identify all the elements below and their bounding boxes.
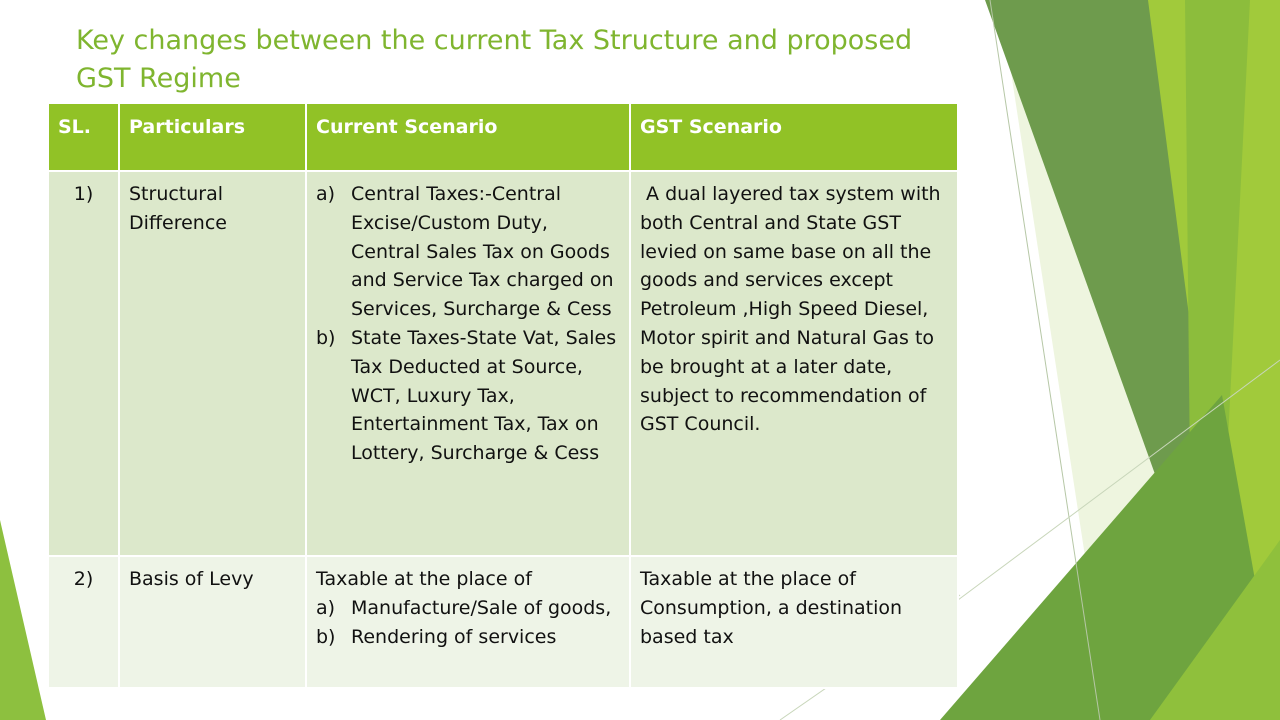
slide-title: Key changes between the current Tax Structure and proposed GST Regime (76, 25, 913, 94)
list-item-text: Rendering of services (351, 625, 557, 648)
tax-comparison-table (47, 102, 959, 689)
table-row (48, 171, 958, 556)
row-2-current-scenario (306, 556, 630, 688)
list-item (316, 623, 620, 652)
row-1-particulars: Structural Difference (119, 171, 306, 556)
list-marker: a) (316, 596, 336, 619)
list-item-text: State Taxes-State Vat, Sales Tax Deducted at Source, WCT, Luxury Tax, Entertainment Tax, Tax on Lottery, Surcharge & Cess (351, 326, 617, 465)
list-item (316, 324, 620, 468)
deco-left-wedge (0, 520, 46, 720)
row-1-current-list (316, 180, 620, 468)
list-marker: b) (316, 625, 336, 648)
list-item (316, 594, 620, 623)
row-2-sl: 2) (48, 556, 119, 688)
row-2-gst-scenario: Taxable at the place of Consumption, a destination based tax (630, 556, 958, 688)
tax-comparison-table-container (47, 102, 957, 689)
row-1-sl: 1) (48, 171, 119, 556)
table-header (48, 103, 958, 171)
table-row (48, 556, 958, 688)
list-item-text: Manufacture/Sale of goods, (351, 596, 612, 619)
header-gst-scenario: GST Scenario (630, 103, 958, 171)
header-current-scenario: Current Scenario (306, 103, 630, 171)
header-particulars: Particulars (119, 103, 306, 171)
list-marker: b) (316, 326, 336, 349)
list-item (316, 180, 620, 324)
table-body (48, 171, 958, 688)
row-2-current-intro: Taxable at the place of (316, 568, 532, 590)
row-2-current-list (316, 594, 620, 652)
row-2-particulars: Basis of Levy (119, 556, 306, 688)
header-sl: SL. (48, 103, 119, 171)
row-1-gst-scenario: A dual layered tax system with both Central and State GST levied on same base on all the goods and services except Petroleum ,High Speed Diesel, Motor spirit and Natural Gas to be brought at a later date, subject to recommendation of GST Council. (630, 171, 958, 556)
list-item-text: Central Taxes:-Central Excise/Custom Duty, Central Sales Tax on Goods and Service Tax charged on Services, Surcharge & Cess (351, 183, 614, 321)
row-1-current-scenario (306, 171, 630, 556)
list-marker: a) (316, 183, 336, 205)
table-header-row (48, 103, 958, 171)
